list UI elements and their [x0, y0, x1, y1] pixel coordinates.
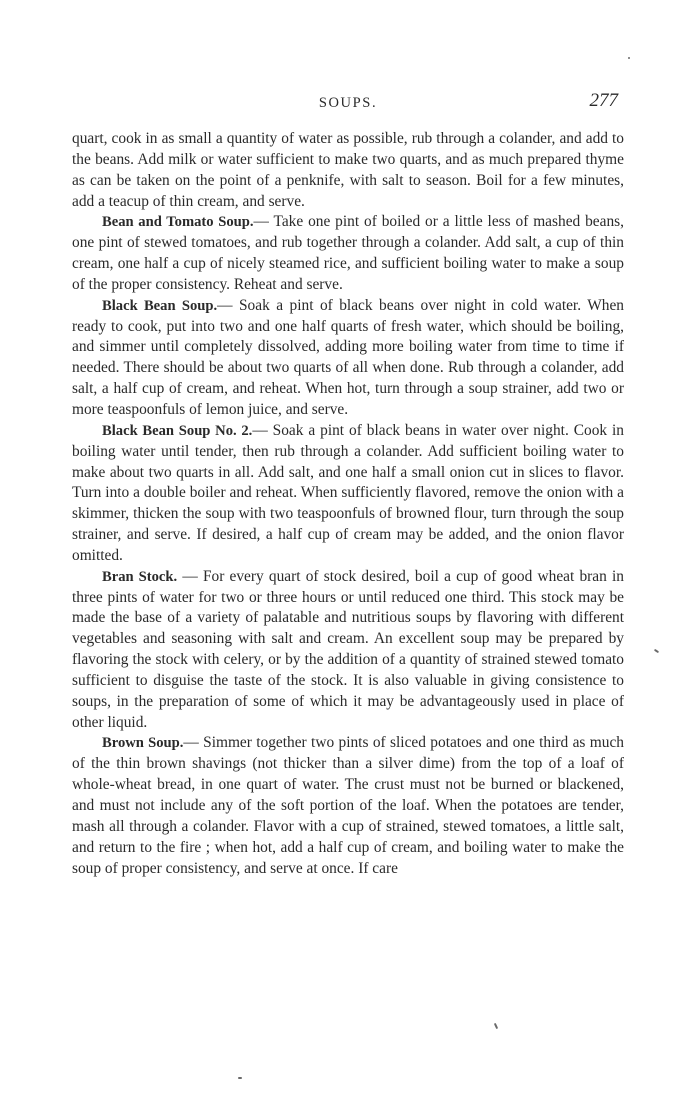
- recipe-text: — Soak a pint of black beans in water over night. Cook in boiling water until tender, then rub through a colander. Add sufficient boiling water to make about two quarts in all. Add salt, and one half a small onion cut in slices to flavor. Turn into a double boiler and reheat. When sufficiently flavored, remove the onion with a skimmer, thicken the soup with two teaspoonfuls of browned flour, turn through the soup strainer, and serve. If desired, a half cup of cream may be added, and the onion flavor omitted.: [72, 421, 624, 564]
- recipe-bean-and-tomato-soup: [72, 212, 624, 295]
- recipe-title: Bean and Tomato Soup.: [102, 214, 254, 231]
- paper-speck: [628, 57, 630, 59]
- recipe-text: — For every quart of stock desired, boil a cup of good wheat bran in three pints of water for two or three hours or until reduced one third. This stock may be made the base of a variety of palatable and nutritious soups by flavoring with different vegetables and seasoning with salt and cream. An excellent soup may be prepared by flavoring the stock with celery, or by the addition of a quantity of strained stewed tomato sufficient to disguise the taste of the stock. It is also valuable in giving consistence to soups, in the preparation of some of which it may be advantageously used in place of other liquid.: [72, 567, 624, 731]
- recipe-title: Bran Stock.: [102, 568, 178, 585]
- recipe-black-bean-soup-no-2: [72, 421, 624, 567]
- paragraph-text: quart, cook in as small a quantity of water as possible, rub through a colander, and add to the beans. Add milk or water sufficient to make two quarts, and as much prepared thyme as can be taken on the point of a penknife, with salt to season. Boil for a few minutes, add a teacup of thin cream, and serve.: [72, 130, 624, 210]
- paper-speck: [654, 649, 659, 654]
- recipe-text: — Take one pint of boiled or a little less of mashed beans, one pint of stewed tomatoes, and rub together through a colander. Add salt, a cup of thin cream, one half a cup of nicely steamed rice, and sufficient boiling water to make a soup of the proper consistency. Reheat and serve.: [72, 213, 624, 293]
- recipe-title: Brown Soup.: [102, 735, 184, 752]
- running-head: SOUPS.: [318, 95, 378, 111]
- recipe-brown-soup: [72, 733, 624, 879]
- recipe-text: — Soak a pint of black beans over night in cold water. When ready to cook, put into two and one half quarts of fresh water, which should be boiling, and simmer until completely dissolved, adding more boiling water from time to time if needed. There should be about two quarts of all when done. Rub through a colander, add salt, a half cup of cream, and reheat. When hot, turn through a soup strainer, add two or more teaspoonfuls of lemon juice, and serve.: [72, 296, 624, 418]
- body-text: [72, 129, 624, 879]
- paper-speck: [494, 1023, 498, 1029]
- paper-speck: [238, 1077, 242, 1079]
- recipe-text: — Simmer together two pints of sliced potatoes and one third as much of the thin brown shavings (not thicker than a silver dime) from the top of a loaf of whole-wheat bread, in one quart of water. The crust must not be burned or blackened, and must not include any of the soft portion of the loaf. When the potatoes are tender, mash all through a colander. Flavor with a cup of strained, stewed tomatoes, a little salt, and return to the fire ; when hot, add a half cup of cream, and boiling water to make the soup of proper consistency, and serve at once. If care: [72, 734, 624, 877]
- recipe-title: Black Bean Soup No. 2.: [102, 422, 253, 439]
- paragraph-continued: [72, 129, 624, 212]
- page-header: [72, 90, 624, 116]
- recipe-title: Black Bean Soup.: [102, 297, 218, 314]
- recipe-bran-stock: [72, 567, 624, 734]
- recipe-black-bean-soup: [72, 296, 624, 421]
- page-number: 277: [589, 90, 618, 111]
